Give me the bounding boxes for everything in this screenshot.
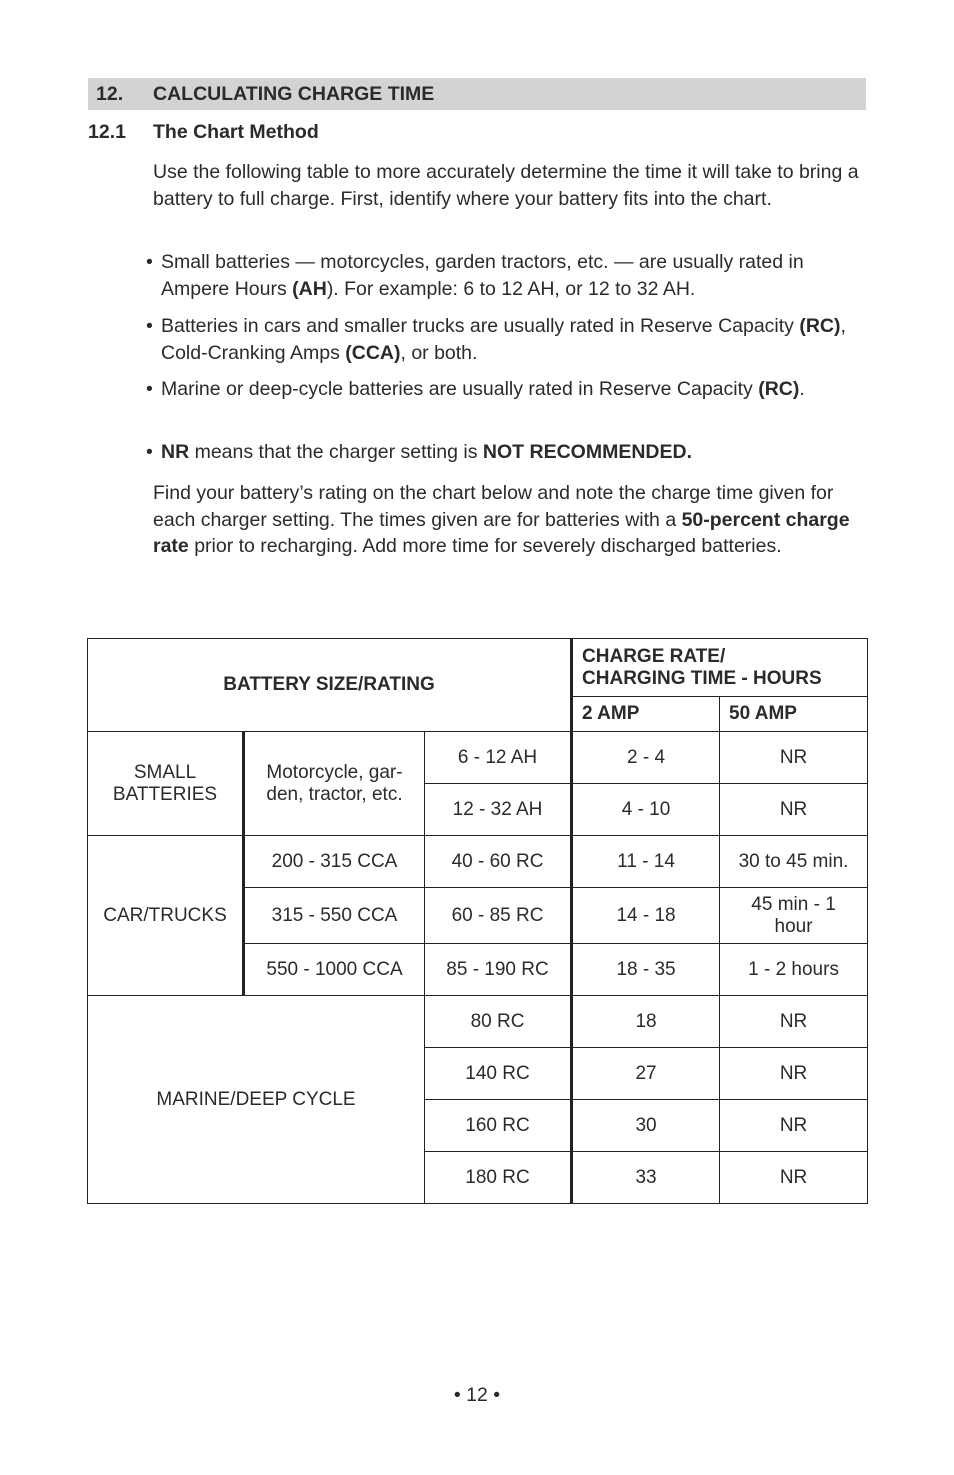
page-number: • 12 • xyxy=(453,1384,501,1406)
header-50-amp: 50 AMP xyxy=(720,697,868,732)
table-cell-rc: 60 - 85 RC xyxy=(425,888,572,944)
cell-line2: hour xyxy=(774,915,813,937)
table-cell-50amp: NR xyxy=(720,1100,868,1152)
small-label-line2: BATTERIES xyxy=(112,783,218,805)
intro-paragraph: Use the following table to more accurately determine the time it will take to bring a battery to full charge. First, identify where your battery fits into the chart. xyxy=(153,161,859,210)
table-cell-rc: 40 - 60 RC xyxy=(425,836,572,888)
subsection-number: 12.1 xyxy=(88,121,126,143)
bullet-dot: • xyxy=(146,315,153,337)
bullet-text: ). For example: 6 to 12 AH, or 12 to 32 AH. xyxy=(326,277,696,300)
subsection-title: The Chart Method xyxy=(153,121,319,143)
header-charge-rate-line2: CHARGING TIME - HOURS xyxy=(582,667,822,689)
bullet-text: . xyxy=(799,378,805,400)
cell-line1: 45 min - 1 xyxy=(751,893,836,915)
closing-text: prior to recharging. Add more time for severely discharged batteries. xyxy=(188,535,782,557)
car-trucks-label: CAR/TRUCKS xyxy=(88,836,244,996)
section-title: CALCULATING CHARGE TIME xyxy=(153,83,435,105)
table-cell-cca: 200 - 315 CCA xyxy=(244,836,425,888)
small-desc-line1: Motorcycle, gar- xyxy=(266,761,403,783)
bullet-text: Small batteries — motorcycles, garden tractors, etc. — are usually rated in Ampere Hours xyxy=(161,251,804,300)
bullet-text: means that the charger setting is xyxy=(189,441,483,463)
table-cell-cca: 315 - 550 CCA xyxy=(244,888,425,944)
marine-deep-cycle-label: MARINE/DEEP CYCLE xyxy=(88,996,425,1204)
bullet-bold: (RC) xyxy=(799,315,841,337)
table-cell-2amp: 11 - 14 xyxy=(572,836,720,888)
table-cell-cca: 550 - 1000 CCA xyxy=(244,944,425,996)
table-cell-50amp: NR xyxy=(720,1152,868,1204)
bullet-bold: (AH xyxy=(292,277,327,300)
bullet-bold: NOT RECOMMENDED. xyxy=(482,441,693,463)
small-batteries-label xyxy=(88,732,244,836)
table-cell-50amp: NR xyxy=(720,1048,868,1100)
table-cell-rc: 80 RC xyxy=(425,996,572,1048)
bullet-text: Marine or deep-cycle batteries are usually rated in Reserve Capacity xyxy=(161,378,759,400)
bullet-bold: (CCA) xyxy=(345,341,401,364)
table-cell-rc: 180 RC xyxy=(425,1152,572,1204)
bullet-car-batteries xyxy=(146,313,868,366)
table-cell-50amp: 30 to 45 min. xyxy=(720,836,868,888)
header-charge-rate-line1: CHARGE RATE/ xyxy=(582,645,726,667)
small-batteries-description xyxy=(244,732,425,836)
bullet-text: , Cold-Cranking Amps xyxy=(161,315,846,364)
table-cell-rating: 12 - 32 AH xyxy=(425,784,572,836)
bullet-dot: • xyxy=(146,251,153,273)
header-battery-size: BATTERY SIZE/RATING xyxy=(88,639,572,732)
table-cell-rc: 85 - 190 RC xyxy=(425,944,572,996)
table-cell-2amp: 14 - 18 xyxy=(572,888,720,944)
closing-bold: 50-percent charge rate xyxy=(153,508,850,557)
charge-time-table xyxy=(87,638,868,1204)
table-cell-50amp: NR xyxy=(720,732,868,784)
bullet-dot: • xyxy=(146,378,153,400)
table-cell-rating: 6 - 12 AH xyxy=(425,732,572,784)
subsection-heading xyxy=(88,119,866,145)
section-number: 12. xyxy=(96,83,124,105)
bullet-nr-definition xyxy=(146,439,868,466)
table-cell-2amp: 4 - 10 xyxy=(572,784,720,836)
table-cell-2amp: 30 xyxy=(572,1100,720,1152)
bullet-text: Batteries in cars and smaller trucks are usually rated in Reserve Capacity xyxy=(161,315,800,337)
bullet-marine-batteries xyxy=(146,376,868,403)
header-2-amp: 2 AMP xyxy=(572,697,720,732)
bullet-bold: NR xyxy=(161,441,190,463)
table-cell-50amp xyxy=(720,888,868,944)
bullet-text: , or both. xyxy=(400,341,478,364)
bullet-dot: • xyxy=(146,441,153,463)
table-cell-50amp: NR xyxy=(720,784,868,836)
table-cell-2amp: 33 xyxy=(572,1152,720,1204)
bullet-bold: (RC) xyxy=(758,378,800,400)
table-cell-2amp: 18 xyxy=(572,996,720,1048)
table-cell-2amp: 27 xyxy=(572,1048,720,1100)
closing-text: Find your battery’s rating on the chart below and note the charge time given for each charger setting. The times given are for batteries with a xyxy=(153,482,834,531)
table-cell-50amp: NR xyxy=(720,996,868,1048)
small-label-line1: SMALL xyxy=(133,761,197,783)
table-cell-2amp: 18 - 35 xyxy=(572,944,720,996)
section-heading xyxy=(88,78,866,110)
table-cell-rc: 160 RC xyxy=(425,1100,572,1152)
closing-paragraph xyxy=(153,480,869,560)
table-cell-rc: 140 RC xyxy=(425,1048,572,1100)
bullet-small-batteries xyxy=(146,249,868,302)
table-cell-2amp: 2 - 4 xyxy=(572,732,720,784)
table-cell-50amp: 1 - 2 hours xyxy=(720,944,868,996)
header-charge-rate xyxy=(572,639,868,697)
small-desc-line2: den, tractor, etc. xyxy=(266,783,403,805)
